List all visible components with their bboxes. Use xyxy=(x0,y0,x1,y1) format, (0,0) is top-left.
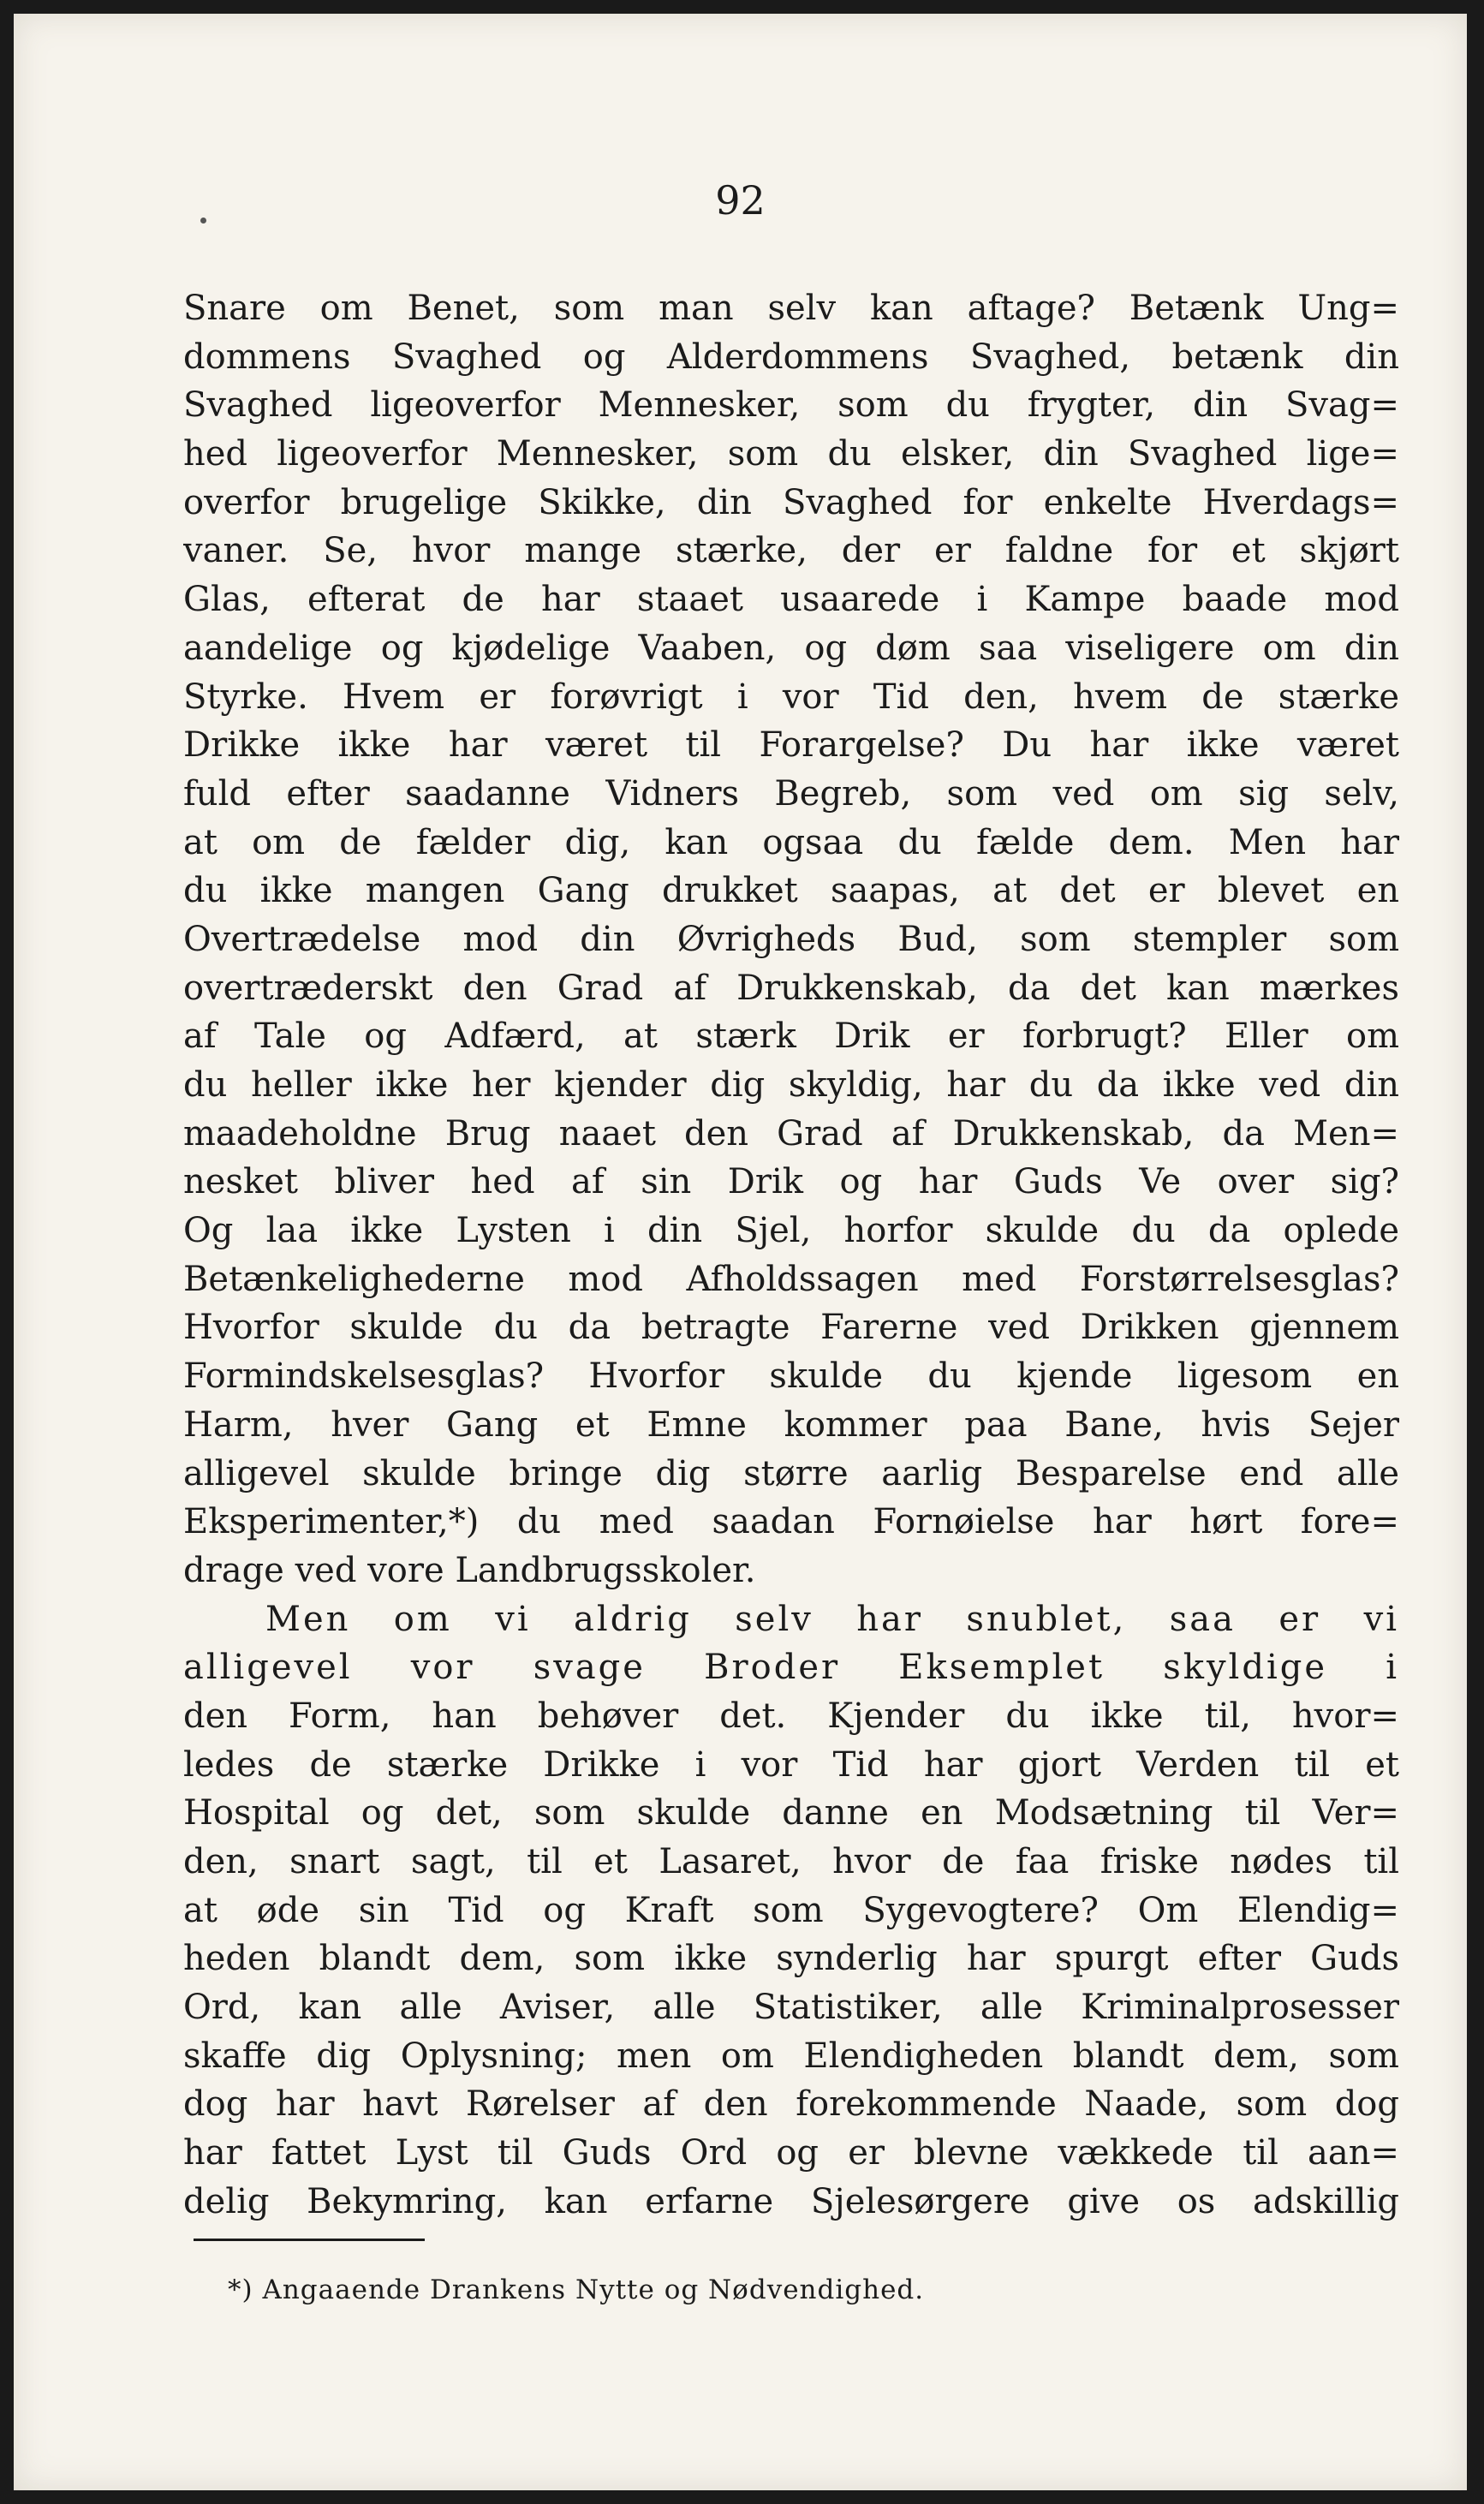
text-line: skaffe dig Oplysning; men om Elendigheden blandt dem, som xyxy=(183,2036,1399,2076)
text-line: aandelige og kjødelige Vaaben, og døm saa viseligere om din xyxy=(183,628,1399,668)
page-number: 92 xyxy=(715,177,766,224)
text-line: hed ligeoverfor Mennesker, som du elsker, din Svaghed lige= xyxy=(183,434,1399,474)
text-line: Harm, hver Gang et Emne kommer paa Bane, hvis Sejer xyxy=(183,1404,1399,1445)
text-line: dommens Svaghed og Alderdommens Svaghed, betænk din xyxy=(183,337,1399,377)
text-line: af Tale og Adfærd, at stærk Drik er forbrugt? Eller om xyxy=(183,1017,1399,1057)
text-line: fuld efter saadanne Vidners Begreb, som ved om sig selv, xyxy=(183,773,1399,814)
text-line: alligevel skulde bringe dig større aarlig Besparelse end alle xyxy=(183,1453,1399,1493)
footnote: *) Angaaende Drankens Nytte og Nødvendighed. xyxy=(228,2274,925,2305)
text-line: alligevel vor svage Broder Eksemplet skyldige i xyxy=(183,1648,1399,1688)
text-line: Hospital og det, som skulde danne en Modsætning til Ver= xyxy=(183,1793,1399,1833)
text-line: du heller ikke her kjender dig skyldig, har du da ikke ved din xyxy=(183,1065,1399,1105)
text-line: at om de fælder dig, kan ogsaa du fælde dem. Men har xyxy=(183,822,1399,862)
text-line: Svaghed ligeoverfor Mennesker, som du frygter, din Svag= xyxy=(183,385,1399,426)
text-line: vaner. Se, hvor mange stærke, der er faldne for et skjørt xyxy=(183,531,1399,571)
text-line: ledes de stærke Drikke i vor Tid har gjort Verden til et xyxy=(183,1744,1399,1785)
text-line: Betænkelighederne mod Afholdssagen med Forstørrelsesglas? xyxy=(183,1259,1399,1299)
text-line: at øde sin Tid og Kraft som Sygevogtere? Om Elendig= xyxy=(183,1890,1399,1930)
paragraph-end-line: drage ved vore Landbrugsskoler. xyxy=(183,1550,756,1590)
footnote-divider xyxy=(194,2239,425,2241)
text-line: delig Bekymring, kan erfarne Sjelesørgere give os adskillig xyxy=(183,2181,1399,2221)
text-line: du ikke mangen Gang drukket saapas, at det er blevet en xyxy=(183,871,1399,911)
text-line: den Form, han behøver det. Kjender du ikke til, hvor= xyxy=(183,1696,1399,1736)
book-page xyxy=(14,14,1467,2490)
text-line: nesket bliver hed af sin Drik og har Guds Ve over sig? xyxy=(183,1162,1399,1202)
text-line: Glas, efterat de har staaet usaarede i Kampe baade mod xyxy=(183,580,1399,620)
text-line: maadeholdne Brug naaet den Grad af Drukkenskab, da Men= xyxy=(183,1113,1399,1154)
text-line: dog har havt Rørelser af den forekommende Naade, som dog xyxy=(183,2084,1399,2125)
text-line: Drikke ikke har været til Forargelse? Du har ikke været xyxy=(183,725,1399,766)
text-line: Styrke. Hvem er forøvrigt i vor Tid den, hvem de stærke xyxy=(183,677,1399,717)
body-text xyxy=(183,284,1399,2227)
text-line: har fattet Lyst til Guds Ord og er blevne vækkede til aan= xyxy=(183,2133,1399,2173)
text-line: Formindskelsesglas? Hvorfor skulde du kjende ligesom en xyxy=(183,1356,1399,1397)
text-line: overfor brugelige Skikke, din Svaghed for enkelte Hverdags= xyxy=(183,482,1399,522)
text-line: Eksperimenter,*) du med saadan Fornøielse har hørt fore= xyxy=(183,1502,1399,1542)
text-line: Ord, kan alle Aviser, alle Statistiker, alle Kriminalprosesser xyxy=(183,1988,1399,2028)
text-line: heden blandt dem, som ikke synderlig har spurgt efter Guds xyxy=(183,1939,1399,1979)
text-line: Snare om Benet, som man selv kan aftage? Betænk Ung= xyxy=(183,289,1399,328)
text-line: Og laa ikke Lysten i din Sjel, horfor skulde du da oplede xyxy=(183,1211,1399,1251)
text-line: overtræderskt den Grad af Drukkenskab, da det kan mærkes xyxy=(183,968,1399,1008)
text-line: Overtrædelse mod din Øvrigheds Bud, som stempler som xyxy=(183,919,1399,959)
text-line: Hvorfor skulde du da betragte Farerne ved Drikken gjennem xyxy=(183,1308,1399,1348)
text-line: den, snart sagt, til et Lasaret, hvor de faa friske nødes til xyxy=(183,1842,1399,1881)
paragraph-start-line: Men om vi aldrig selv har snublet, saa er vi xyxy=(265,1599,1399,1639)
